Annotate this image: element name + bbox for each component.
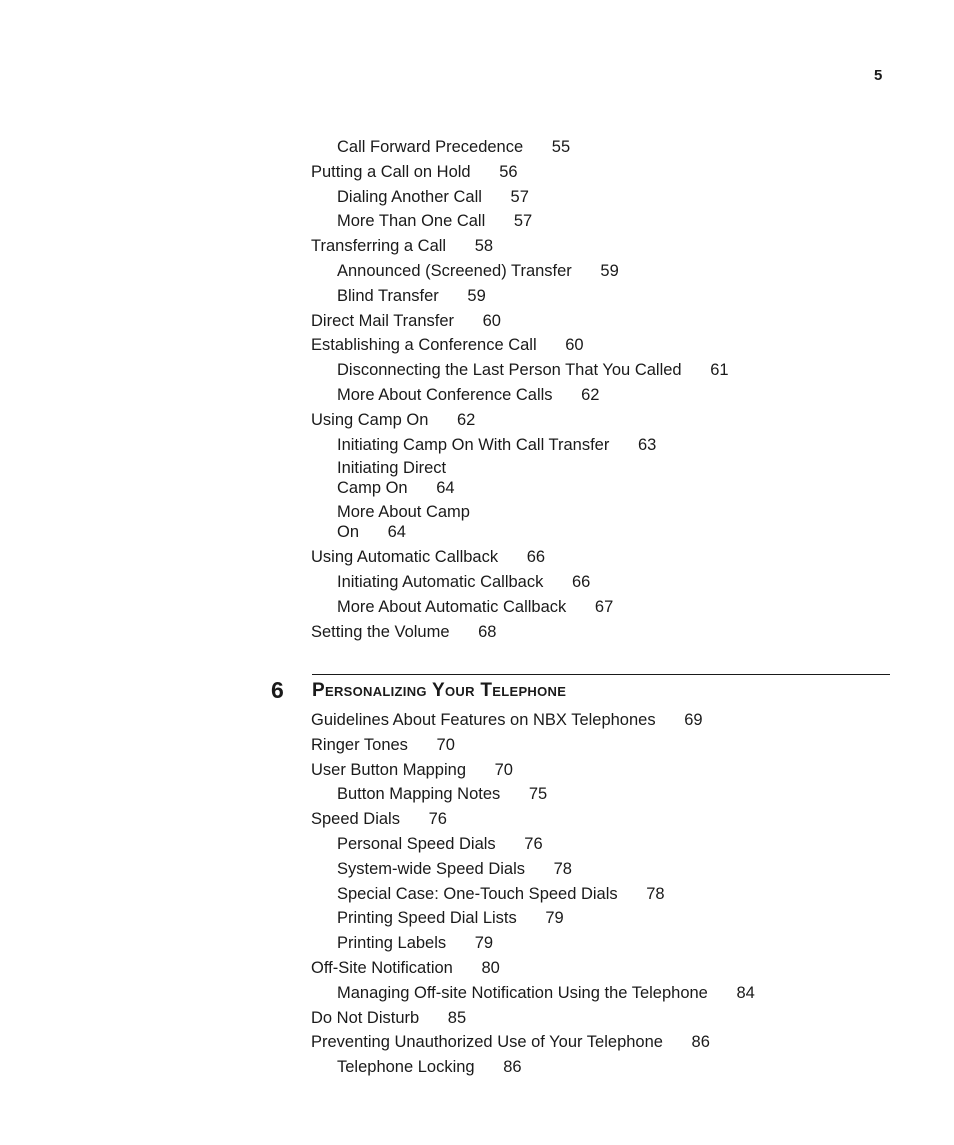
toc-entry[interactable]: [311, 809, 891, 829]
toc-entry[interactable]: [311, 311, 891, 331]
toc-entry[interactable]: [311, 335, 891, 355]
toc-entry[interactable]: [311, 859, 891, 879]
toc-entry[interactable]: [311, 958, 891, 978]
toc-entry[interactable]: [311, 710, 891, 730]
page-number: 5: [874, 67, 883, 84]
toc-entry-title: Setting the Volume: [311, 622, 450, 641]
toc-entry-page: 57: [513, 212, 533, 231]
toc-entry[interactable]: [311, 908, 891, 928]
toc-entry-title: Speed Dials: [311, 810, 400, 829]
toc-list-chapter: [311, 710, 891, 1082]
toc-entry-title: Initiating Camp On With Call Transfer: [337, 435, 610, 454]
toc-entry-title: Managing Off-site Notification Using the Telephone: [337, 983, 708, 1002]
toc-entry-page: 79: [474, 934, 494, 953]
toc-entry[interactable]: [311, 137, 891, 157]
toc-entry[interactable]: [311, 735, 891, 755]
toc-entry[interactable]: [311, 760, 891, 780]
toc-entry-page: 80: [481, 958, 500, 977]
toc-entry-title: Telephone Locking: [337, 1058, 475, 1077]
toc-entry-page: 76: [428, 810, 447, 829]
toc-entry-title: User Button Mapping: [311, 760, 467, 779]
chapter-divider: [312, 674, 890, 675]
toc-entry[interactable]: [311, 597, 891, 617]
toc-entry[interactable]: [311, 547, 891, 567]
toc-entry-page: 85: [447, 1008, 467, 1027]
toc-entry-title: Off-Site Notification: [311, 958, 453, 977]
toc-entry-title: More About Conference Calls: [337, 385, 553, 404]
toc-entry[interactable]: [311, 884, 891, 904]
toc-entry-page: 86: [503, 1058, 522, 1077]
toc-entry-title: Disconnecting the Last Person That You Called: [337, 361, 682, 380]
toc-entry-page: 62: [581, 385, 600, 404]
toc-entry-page: 67: [594, 597, 614, 616]
toc-entry[interactable]: [311, 933, 891, 953]
toc-entry[interactable]: [311, 435, 891, 455]
toc-entry-title: Button Mapping Notes: [337, 785, 501, 804]
toc-entry[interactable]: [311, 1032, 891, 1052]
toc-entry-page: 62: [456, 410, 476, 429]
toc-entry-title: Using Automatic Callback: [311, 548, 499, 567]
toc-entry[interactable]: [311, 236, 891, 256]
toc-entry-page: 59: [467, 286, 486, 305]
toc-entry[interactable]: [311, 187, 891, 207]
toc-entry-page: 66: [526, 548, 546, 567]
toc-entry[interactable]: [311, 834, 891, 854]
toc-entry-title: Personal Speed Dials: [337, 834, 496, 853]
toc-entry-title: Guidelines About Features on NBX Telephones: [311, 711, 656, 729]
toc-entry-page: 61: [710, 361, 729, 380]
toc-entry-title: Direct Mail Transfer: [311, 311, 455, 330]
toc-entry-page: 75: [528, 785, 548, 804]
toc-entry-page: 78: [646, 884, 665, 903]
toc-entry[interactable]: [311, 261, 891, 281]
toc-entry-page: 57: [510, 187, 529, 206]
toc-entry-page: 84: [736, 983, 755, 1002]
toc-entry[interactable]: [311, 1057, 891, 1077]
toc-entry-title: Ringer Tones: [311, 735, 408, 754]
toc-entry[interactable]: [311, 410, 891, 430]
toc-list-continued: [311, 137, 891, 647]
toc-entry-page: 64: [436, 478, 455, 497]
chapter-number: 6: [271, 677, 284, 703]
toc-entry-title: Announced (Screened) Transfer: [337, 261, 572, 280]
toc-entry[interactable]: [311, 360, 891, 380]
toc-entry[interactable]: [311, 503, 477, 542]
toc-entry-page: 60: [565, 336, 584, 355]
toc-entry-page: 79: [545, 909, 564, 928]
toc-entry-title: System-wide Speed Dials: [337, 859, 525, 878]
toc-entry-page: 56: [499, 162, 518, 181]
toc-entry-page: 59: [600, 261, 619, 280]
toc-entry-page: 70: [494, 760, 513, 779]
toc-entry[interactable]: [311, 385, 891, 405]
toc-entry[interactable]: [311, 784, 891, 804]
toc-entry-page: 58: [474, 237, 494, 256]
toc-entry-page: 55: [551, 138, 571, 156]
toc-entry-page: 60: [482, 311, 501, 330]
toc-entry-page: 86: [691, 1033, 710, 1052]
toc-entry-title: Putting a Call on Hold: [311, 162, 471, 181]
toc-entry-title: More About Automatic Callback: [337, 597, 567, 616]
toc-entry[interactable]: [311, 622, 891, 642]
toc-entry[interactable]: [311, 162, 891, 182]
toc-entry-title: Do Not Disturb: [311, 1008, 420, 1027]
toc-entry-page: 69: [684, 711, 703, 729]
toc-entry-page: 63: [637, 435, 657, 454]
toc-entry-page: 64: [387, 522, 406, 541]
toc-entry-page: 70: [436, 735, 455, 754]
toc-entry-title: Initiating Automatic Callback: [337, 573, 544, 592]
toc-entry[interactable]: [311, 1008, 891, 1028]
toc-entry-title: Printing Labels: [337, 934, 447, 953]
toc-entry-title: Transferring a Call: [311, 237, 447, 256]
toc-entry[interactable]: [311, 286, 891, 306]
toc-entry-title: More Than One Call: [337, 212, 486, 231]
toc-entry[interactable]: [311, 983, 891, 1003]
toc-entry-title: Call Forward Precedence: [337, 138, 524, 156]
toc-entry-page: 78: [553, 859, 572, 878]
toc-entry-title: Dialing Another Call: [337, 187, 482, 206]
toc-entry-title: More About Camp On: [337, 503, 470, 541]
toc-entry-page: 66: [571, 573, 591, 592]
chapter-title: Personalizing Your Telephone: [312, 680, 567, 701]
toc-entry-page: 68: [478, 622, 497, 641]
toc-entry-title: Establishing a Conference Call: [311, 336, 537, 355]
toc-entry[interactable]: [311, 572, 891, 592]
toc-entry[interactable]: [311, 459, 477, 498]
toc-entry-title: Special Case: One-Touch Speed Dials: [337, 884, 618, 903]
toc-entry-title: Using Camp On: [311, 410, 429, 429]
toc-entry[interactable]: [311, 211, 891, 231]
toc-entry-title: Initiating Direct Camp On: [337, 459, 447, 497]
toc-entry-title: Blind Transfer: [337, 286, 439, 305]
toc-entry-title: Printing Speed Dial Lists: [337, 909, 517, 928]
toc-entry-page: 76: [524, 834, 543, 853]
toc-entry-title: Preventing Unauthorized Use of Your Telephone: [311, 1033, 663, 1052]
